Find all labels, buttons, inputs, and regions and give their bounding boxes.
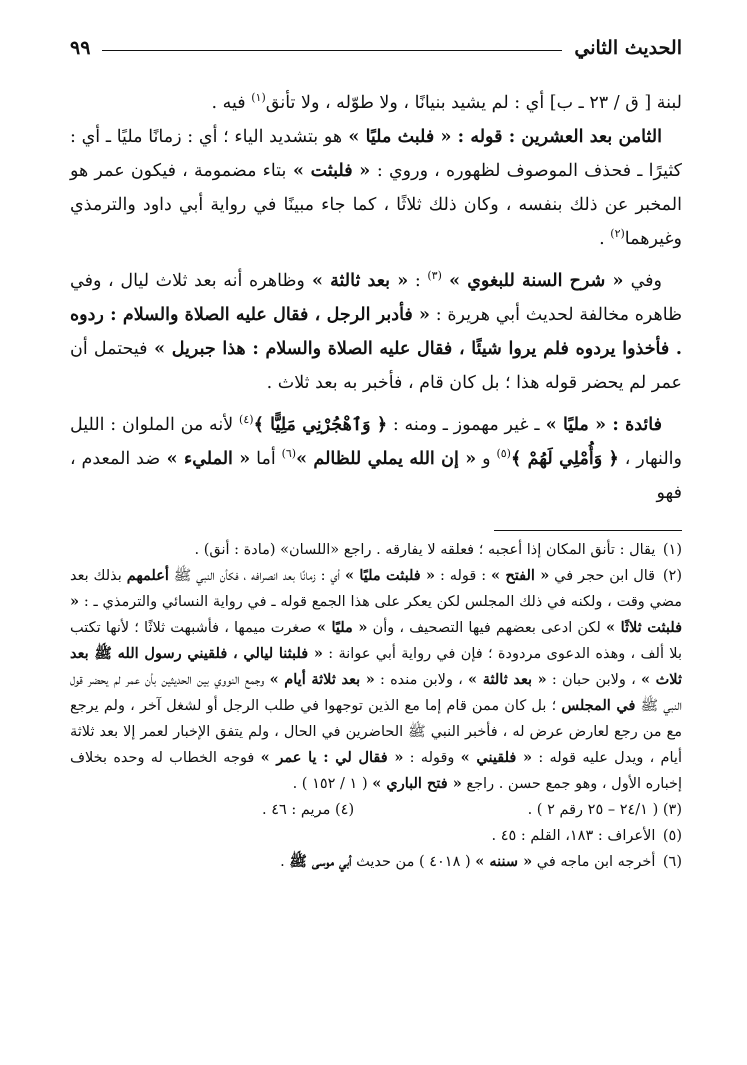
footnotes [70, 537, 682, 875]
text-run: ( ١ / ١٥٢ ) . [292, 776, 373, 792]
footnote-row-3-4 [262, 797, 682, 823]
header-rule [102, 50, 562, 51]
text-run: أما [250, 449, 282, 469]
text-run: أي : زمانًا بعد انصرافه ، فكأن النبي ﷺ [168, 568, 345, 584]
text-run: بتاء مضمومة ، فيكون عمر هو المخبر عن ذلك بنفسه ، وكان ذلك ثلاثًا ، كما جاء مبينًا في رواية أبي داود والترمذي وغيرهما [70, 161, 682, 249]
hadith-quote: « إن الله يملي للظالم » [296, 449, 477, 469]
quoted-phrase: « مليًا » [316, 619, 368, 636]
footnote-ref[interactable]: (٦) [281, 447, 297, 461]
quoted-phrase: « فلبثت ثلاثًا » [70, 593, 682, 636]
footnote-number: (٢) [662, 568, 683, 584]
footnote-text: يقال : تأنق المكان إذا أعجبه ؛ فعلقه لا يفارقه . راجع «اللسان» (مادة : أنق) . [194, 542, 656, 558]
footnote-1 [70, 537, 682, 563]
footnote-number: (٥) [662, 828, 682, 844]
book-title: « الفتح » [491, 567, 550, 584]
text-run: وجمع النووي بين الحديثين بأن عمر لم يحضر قول النبي ﷺ [70, 672, 682, 714]
footnote-number: (٣) [662, 802, 682, 818]
quran-verse: ﴿ وَٱهْجُرْنِي مَلِيًّا ﴾ [253, 415, 388, 435]
text-run: وقوله : [403, 750, 461, 766]
page-number: ٩٩ [70, 37, 91, 59]
section-heading: الثامن بعد العشرين : قوله : [457, 127, 662, 147]
text-run: و [476, 449, 497, 469]
paragraph-1 [70, 86, 682, 120]
text-run: قال ابن حجر في [549, 568, 656, 584]
footnote-number: (١) [662, 542, 682, 558]
bold-run: في المجلس [561, 697, 636, 714]
text-run: ضد المعدم ، فهو [70, 449, 682, 503]
text-run: وفي [630, 271, 662, 291]
footnote-ref[interactable]: (٥) [496, 447, 511, 461]
text-run: ، ولابن حبان : [546, 672, 641, 688]
text-run: هو بتشديد الياء ؛ أي : زمانًا مليًا ـ أي : كثيرًا ـ فحذف الموصوف لظهوره ، وروي : [70, 127, 682, 181]
book-page [70, 28, 682, 875]
footnote-ref[interactable]: (٢) [610, 227, 625, 241]
text-run: . [280, 854, 290, 870]
text-run: أخرجه ابن ماجه في [532, 854, 656, 870]
book-title: « فتح الباري » [372, 775, 462, 792]
quoted-phrase: « بعد ثالثة » [304, 271, 409, 291]
bold-run: أعلمهم [126, 567, 169, 584]
footnote-text: مريم : ٤٦ . [262, 802, 331, 818]
book-title: « شرح السنة للبغوي » [441, 271, 631, 291]
footnote-ref[interactable]: (١) [251, 91, 266, 105]
book-title: « سننه » [475, 853, 533, 870]
paragraph-4 [70, 408, 682, 510]
text-run: لأنه من الملوان : الليل والنهار ، [70, 415, 682, 469]
quoted-phrase: « فلقيني » [460, 749, 533, 766]
text-run: صغرت ميمها ، فأشبهت ثلاثًا ؛ لأنها تكتب بلا ألف ، وهذه الدعوى مردودة ؛ فإن في رواية أبي عوانة : [70, 620, 682, 662]
footnote-4 [262, 797, 354, 823]
text-run: لكن ادعى بعضهم فيها التصحيف ، وأن [367, 620, 606, 636]
text-run: ؛ بل كان ممن قام إما مع الذين توجهوا في طلب الرجل أو لشغل آخر ، ولم يرجع مع من رجع لعارض عرض له ، فأخبر النبي ﷺ الحاضرين في الحال ، ولم يتفق الإخبار لعمر إلا بعد ثلاثة أيام ، ويدل عليه قوله : [70, 698, 682, 766]
text-run: لبنة [ ق / ٢٣ ـ ب] أي : لم يشيد بنيانًا ، ولا طوّله ، ولا تأنق [265, 93, 682, 113]
text-run: فيه . [211, 93, 252, 113]
chapter-title: الحديث الثاني [574, 37, 682, 59]
footnote-ref[interactable]: (٤) [239, 413, 254, 427]
text-run: فوجه الخطاب له وحده بخلاف إخباره الأول ، وهو جمع حسن . راجع [70, 750, 682, 792]
hadith-quote: « فأدبر الرجل ، فقال عليه الصلاة والسلام : ردوه . فأخذوا يردوه فلم يروا شيئًا ، فقال عليه الصلاة والسلام : هذا جبريل » [70, 305, 683, 359]
main-text [70, 86, 682, 510]
text-run: بذلك بعد مضي وقت ، ولكنه في ذلك المجلس لكن يعكر على هذا الجمع قوله ـ في رواية النسائي والترمذي ـ : [70, 568, 682, 610]
footnote-number: (٤) [334, 802, 355, 818]
quoted-phrase: « بعد ثالثة » [468, 671, 547, 688]
narrator-name: أبي موسى ﷺ [289, 853, 352, 870]
text-run: : [408, 271, 428, 291]
footnote-number: (٦) [662, 854, 682, 870]
footnote-divider [494, 530, 682, 531]
text-run: ـ غير مهموز ـ ومنه : [387, 415, 540, 435]
quran-verse: ﴿ وَأُمْلِي لَهُمْ ﴾ [510, 449, 619, 469]
text-run: ، ولابن منده : [374, 672, 469, 688]
paragraph-3 [70, 264, 682, 400]
text-run: وظاهره أنه بعد ثلاث ليال ، وفي ظاهره مخالفة لحديث أبي هريرة : [70, 271, 683, 325]
footnote-3 [528, 797, 682, 823]
text-run: : قوله : [435, 568, 491, 584]
footnote-6 [70, 849, 682, 875]
text-run: . [599, 229, 611, 249]
running-header [70, 28, 682, 68]
text-run: ( ٤٠١٨ ) من حديث [351, 854, 476, 870]
quoted-phrase: « مليًا » [539, 415, 613, 435]
quoted-phrase: « فلبثت مليًا » [344, 567, 436, 584]
quoted-phrase: « بعد ثلاثة أيام » [269, 671, 375, 688]
quoted-phrase: « فلبث مليًا » [342, 127, 458, 147]
footnote-2 [70, 563, 682, 797]
note-heading: فائدة : [612, 415, 662, 435]
footnote-text: ( ٢٤/١ – ٢٥ رقم ٢ ) . [527, 802, 659, 818]
text-run: فيحتمل أن عمر لم يحضر قوله هذا ؛ بل كان قام ، فأخبر به بعد ثلاث . [70, 339, 682, 393]
paragraph-2 [70, 120, 682, 256]
quoted-phrase: « فقال لي : يا عمر » [260, 749, 404, 766]
footnote-ref[interactable]: (٣) [427, 269, 442, 283]
footnote-text: الأعراف : ١٨٣، القلم : ٤٥ . [491, 828, 656, 844]
quoted-phrase: « فلبثنا ليالي ، فلقيني رسول الله ﷺ بعد ثلاث » [70, 645, 682, 688]
quoted-phrase: « المليء » [160, 449, 251, 469]
quoted-phrase: « فلبثت » [286, 161, 377, 181]
footnote-5 [70, 823, 682, 849]
